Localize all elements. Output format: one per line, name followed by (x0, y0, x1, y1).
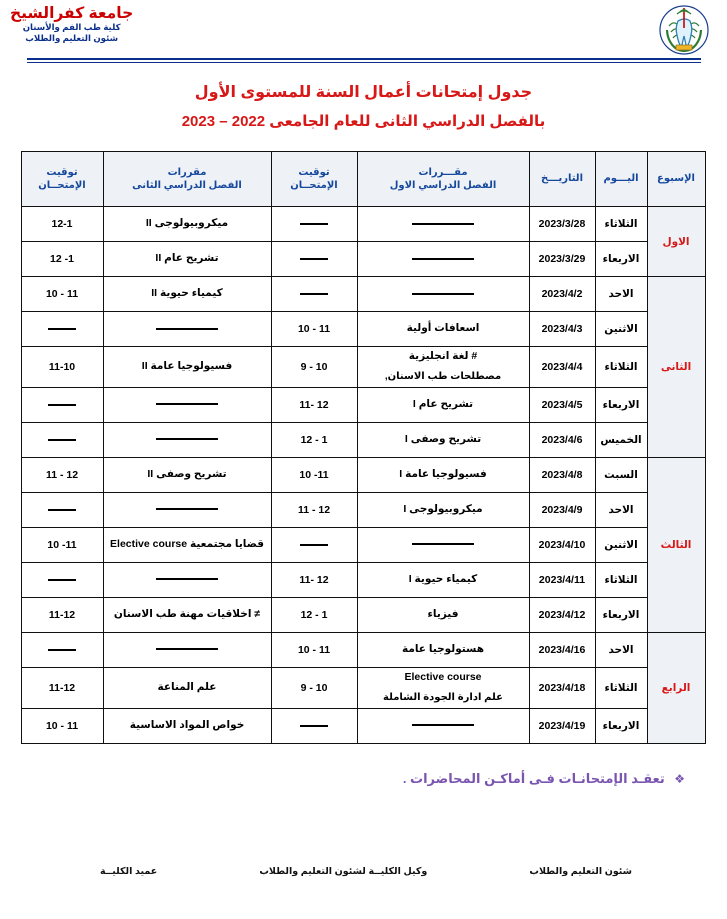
empty-dash-marker (156, 398, 218, 410)
date-cell: 2023/4/18 (529, 667, 595, 708)
week-label-cell: الثانى (647, 277, 705, 458)
cell-text: تشريح عام I (412, 398, 474, 411)
date-cell: 2023/4/9 (529, 492, 595, 527)
header-divider-bottom (27, 62, 701, 63)
course-sem2-cell (103, 597, 271, 632)
course-sem1-cell (357, 492, 529, 527)
week-label-cell: الاول (647, 207, 705, 277)
university-logo (655, 4, 713, 56)
empty-dash-marker (412, 217, 474, 229)
empty-dash-marker (48, 434, 76, 446)
time-sem1-cell (271, 708, 357, 743)
date-cell: 2023/4/16 (529, 632, 595, 667)
course-sem1-cell (357, 708, 529, 743)
cell-text: 11- 12 (299, 573, 329, 586)
university-name: جامعة كفرالشيخ (10, 5, 134, 22)
exam-schedule-table (21, 151, 706, 743)
time-sem1-cell (271, 562, 357, 597)
course-sem1-cell (357, 457, 529, 492)
day-cell: السبت (595, 457, 647, 492)
col-header-date: التاريـــخ (529, 152, 595, 207)
cell-text: # لغة انجليزية (408, 350, 478, 363)
table-row (21, 708, 705, 743)
cell-text-secondary: علم ادارة الجودة الشاملة (383, 692, 503, 704)
time-sem2-cell (21, 207, 103, 242)
time-sem2-cell (21, 312, 103, 347)
time-sem2-cell (21, 457, 103, 492)
cell-text: هستولوجيا عامة (401, 643, 485, 656)
course-sem2-cell (103, 242, 271, 277)
cell-text: Elective course (404, 670, 482, 683)
cell-text: 11- 12 (299, 398, 329, 411)
table-row (21, 597, 705, 632)
day-cell: الخميس (595, 422, 647, 457)
course-sem2-cell (103, 277, 271, 312)
time-sem1-cell (271, 277, 357, 312)
time-sem1-cell (271, 492, 357, 527)
cell-text-secondary: مصطلحات طب الاسنان, (384, 371, 502, 383)
faculty-name: كلية طب الفم والأسنان (22, 22, 121, 33)
course-sem1-cell (357, 422, 529, 457)
cell-text: ميكروبيولوجى II (145, 217, 229, 230)
col-header-courses-sem1 (357, 152, 529, 207)
course-sem2-cell (103, 527, 271, 562)
table-row (21, 562, 705, 597)
table-body (21, 207, 705, 743)
page-subtitle: بالفصل الدراسي الثانى للعام الجامعى 2022 – 2023 (181, 112, 546, 130)
time-sem1-cell (271, 667, 357, 708)
course-sem1-cell (357, 312, 529, 347)
col-header-time-sem1-line1: توقيت (298, 166, 330, 178)
cell-text: 9 - 10 (300, 360, 328, 373)
course-sem2-cell (103, 632, 271, 667)
course-sem1-cell (357, 562, 529, 597)
cell-text: 12 -1 (50, 253, 74, 266)
col-header-courses-sem2-line2: الفصل الدراسي الثانى (132, 180, 242, 192)
empty-dash-marker (48, 399, 76, 411)
exam-venue-note (0, 770, 685, 788)
day-cell: الثلاثاء (595, 207, 647, 242)
date-cell: 2023/4/5 (529, 387, 595, 422)
cell-text: فسيولوجيا عامة I (399, 468, 487, 481)
table-row (21, 527, 705, 562)
course-sem2-cell (103, 667, 271, 708)
day-cell: الثلاثاء (595, 562, 647, 597)
cell-text: كيمياء حيوية II (151, 287, 223, 300)
cell-text: 12 - 1 (300, 608, 328, 621)
time-sem1-cell (271, 632, 357, 667)
course-sem1-cell (357, 347, 529, 388)
day-cell: الاحد (595, 492, 647, 527)
cell-text: 10 - 11 (45, 719, 79, 732)
signature-dean: عميد الكليــة (100, 866, 158, 877)
table-header-row (21, 152, 705, 207)
col-header-week: الإسبوع (647, 152, 705, 207)
course-sem2-cell (103, 457, 271, 492)
date-cell: 2023/4/19 (529, 708, 595, 743)
cell-text: كيمياء حيوية I (408, 573, 478, 586)
time-sem2-cell (21, 527, 103, 562)
time-sem2-cell (21, 667, 103, 708)
time-sem2-cell (21, 277, 103, 312)
day-cell: الاثنين (595, 312, 647, 347)
course-sem1-cell (357, 277, 529, 312)
week-label-cell: الثالث (647, 457, 705, 632)
empty-dash-marker (48, 574, 76, 586)
cell-text: اسعافات أولية (406, 322, 480, 335)
date-cell: 2023/4/2 (529, 277, 595, 312)
date-cell: 2023/3/29 (529, 242, 595, 277)
date-cell: 2023/4/6 (529, 422, 595, 457)
day-cell: الاربعاء (595, 387, 647, 422)
time-sem2-cell (21, 422, 103, 457)
time-sem2-cell (21, 492, 103, 527)
date-cell: 2023/4/8 (529, 457, 595, 492)
time-sem1-cell (271, 312, 357, 347)
time-sem1-cell (271, 527, 357, 562)
cell-text: تشريح عام II (155, 252, 219, 265)
cell-text: 10 - 11 (297, 643, 331, 656)
page-header (0, 0, 727, 56)
empty-dash-marker (156, 503, 218, 515)
course-sem2-cell (103, 347, 271, 388)
cell-text: خواص المواد الاساسية (129, 718, 245, 731)
empty-dash-marker (300, 720, 328, 732)
col-header-time-sem2: توقيت الإمتحــان (21, 152, 103, 207)
cell-text: فسيولوجيا عامة II (141, 360, 233, 373)
empty-dash-marker (412, 252, 474, 264)
cell-text: 11-12 (48, 681, 76, 694)
table-row (21, 632, 705, 667)
cell-text: 12 - 1 (300, 433, 328, 446)
col-header-day: اليـــوم (595, 152, 647, 207)
date-cell: 2023/4/12 (529, 597, 595, 632)
table-row (21, 387, 705, 422)
exam-venue-note-text: تعقـد الإمتحانـات فـى أماكـن المحاضرات . (402, 770, 665, 786)
empty-dash-marker (156, 322, 218, 334)
table-row (21, 312, 705, 347)
time-sem1-cell (271, 422, 357, 457)
course-sem2-cell (103, 562, 271, 597)
empty-dash-marker (300, 218, 328, 230)
table-row (21, 667, 705, 708)
empty-dash-marker (412, 287, 474, 299)
day-cell: الثلاثاء (595, 347, 647, 388)
empty-dash-marker (300, 253, 328, 265)
day-cell: الاربعاء (595, 597, 647, 632)
cell-text: 11-12 (48, 608, 76, 621)
date-cell: 2023/4/10 (529, 527, 595, 562)
time-sem2-cell (21, 242, 103, 277)
table-row (21, 347, 705, 388)
table-row (21, 492, 705, 527)
empty-dash-marker (412, 719, 474, 731)
signature-vice-dean: وكيل الكليــة لشئون التعليم والطلاب (259, 866, 428, 877)
course-sem2-cell (103, 312, 271, 347)
empty-dash-marker (412, 538, 474, 550)
cell-text: 11-10 (48, 360, 76, 373)
day-cell: الثلاثاء (595, 667, 647, 708)
col-header-courses-sem2-line1: مقررات (167, 166, 207, 178)
empty-dash-marker (48, 504, 76, 516)
course-sem2-cell (103, 708, 271, 743)
cell-text: 11 - 12 (297, 503, 331, 516)
time-sem1-cell (271, 347, 357, 388)
brand-text-block (10, 4, 133, 44)
empty-dash-marker (48, 323, 76, 335)
empty-dash-marker (156, 573, 218, 585)
cell-text: 9 - 10 (300, 681, 328, 694)
cell-text: ≠ اخلاقيات مهنة طب الاسنان (113, 608, 261, 621)
table-row (21, 422, 705, 457)
day-cell: الاربعاء (595, 708, 647, 743)
cell-text: 12-1 (51, 218, 73, 231)
date-cell: 2023/4/4 (529, 347, 595, 388)
schedule-table-wrap (22, 151, 706, 743)
time-sem2-cell (21, 562, 103, 597)
time-sem2-cell (21, 632, 103, 667)
course-sem2-cell (103, 422, 271, 457)
course-sem1-cell (357, 632, 529, 667)
time-sem2-cell (21, 347, 103, 388)
time-sem1-cell (271, 242, 357, 277)
course-sem1-cell (357, 527, 529, 562)
cell-text: علم المناعة (157, 681, 217, 694)
department-name: شئون التعليم والطلاب (25, 32, 119, 43)
cell-text: تشريح وصفى II (147, 468, 227, 481)
cell-text: 10 - 11 (45, 288, 79, 301)
course-sem1-cell (357, 387, 529, 422)
day-cell: الاثنين (595, 527, 647, 562)
table-row (21, 277, 705, 312)
col-header-time-sem1-line2: الإمتحــان (290, 180, 338, 192)
course-sem1-cell (357, 242, 529, 277)
time-sem2-cell (21, 387, 103, 422)
signature-student-affairs: شئون التعليم والطلاب (529, 866, 632, 877)
time-sem1-cell (271, 207, 357, 242)
page-title: جدول إمتحانات أعمال السنة للمستوى الأول (194, 84, 533, 101)
date-cell: 2023/3/28 (529, 207, 595, 242)
table-row (21, 457, 705, 492)
cell-text: 10 -11 (299, 468, 329, 481)
date-cell: 2023/4/11 (529, 562, 595, 597)
week-label-cell: الرابع (647, 632, 705, 743)
course-sem2-cell (103, 492, 271, 527)
header-divider-top (27, 58, 701, 60)
title-block (0, 84, 727, 130)
time-sem2-cell (21, 597, 103, 632)
cell-text: ميكروبيولوجى I (403, 503, 483, 516)
day-cell: الاحد (595, 632, 647, 667)
table-row (21, 242, 705, 277)
empty-dash-marker (48, 644, 76, 656)
table-row (21, 207, 705, 242)
bullet-diamond-icon: ❖ (674, 771, 685, 786)
empty-dash-marker (156, 643, 218, 655)
col-header-courses-sem2 (103, 152, 271, 207)
signature-row (0, 866, 727, 877)
date-cell: 2023/4/3 (529, 312, 595, 347)
course-sem2-cell (103, 207, 271, 242)
time-sem2-cell (21, 708, 103, 743)
course-sem1-cell (357, 207, 529, 242)
dental-caduceus-logo-icon (655, 4, 713, 56)
cell-text: 10 - 11 (297, 323, 331, 336)
cell-text: قضايا مجتمعية Elective course (110, 538, 264, 551)
empty-dash-marker (300, 539, 328, 551)
col-header-courses-sem1-line1: مقـــررات (418, 166, 468, 178)
col-header-time-sem1 (271, 152, 357, 207)
course-sem1-cell (357, 667, 529, 708)
empty-dash-marker (300, 288, 328, 300)
cell-text: 10 -11 (47, 538, 77, 551)
cell-text: فيزياء (427, 608, 459, 621)
day-cell: الاربعاء (595, 242, 647, 277)
course-sem1-cell (357, 597, 529, 632)
cell-text: تشريح وصفى I (404, 433, 482, 446)
day-cell: الاحد (595, 277, 647, 312)
cell-text: 11 - 12 (45, 468, 79, 481)
course-sem2-cell (103, 387, 271, 422)
time-sem1-cell (271, 457, 357, 492)
empty-dash-marker (156, 433, 218, 445)
col-header-courses-sem1-line2: الفصل الدراسي الاول (389, 180, 497, 192)
time-sem1-cell (271, 387, 357, 422)
time-sem1-cell (271, 597, 357, 632)
